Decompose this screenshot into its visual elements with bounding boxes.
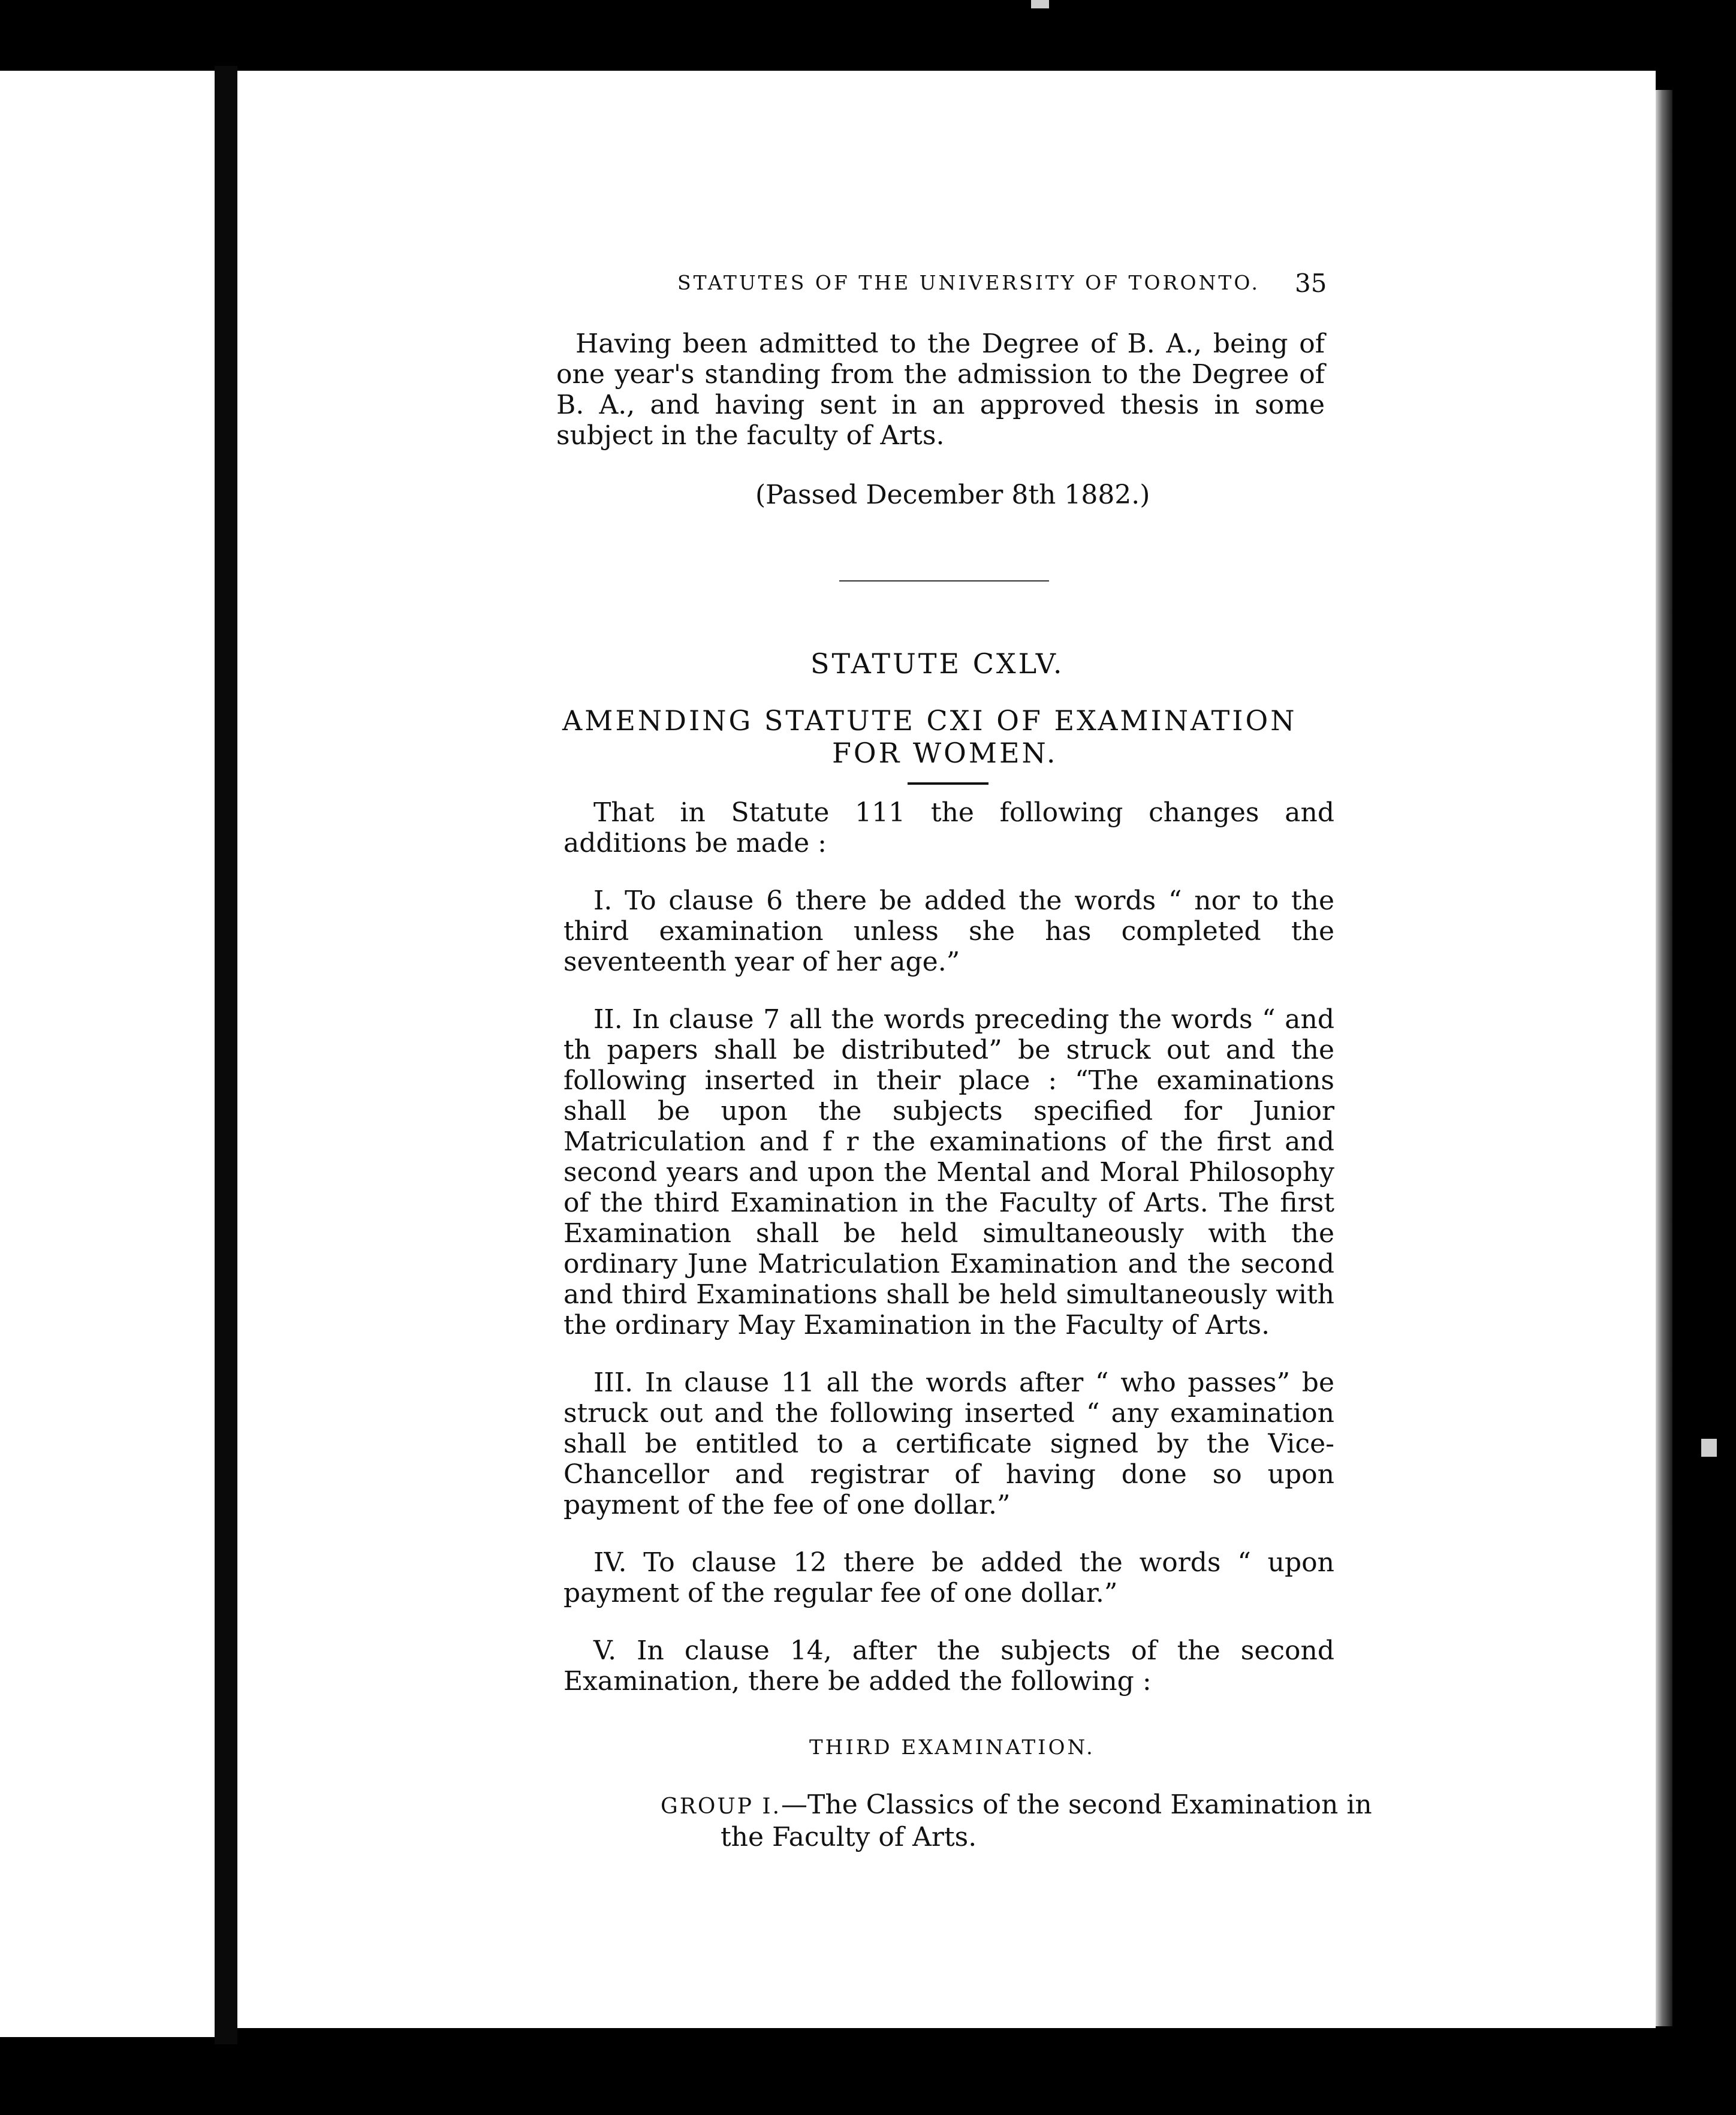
facing-page-edge: [0, 71, 215, 2037]
section-divider: [839, 580, 1049, 582]
third-exam-heading: THIRD EXAMINATION.: [809, 1736, 1095, 1760]
preamble: That in Statute 111 the following changes and additions be made :: [563, 797, 1334, 858]
scan-artifact-top: [1031, 0, 1049, 8]
group-1-label: GROUP I.: [661, 1794, 782, 1819]
title-underline: [908, 782, 988, 785]
book-gutter: [215, 66, 237, 2044]
running-head: STATUTES OF THE UNIVERSITY OF TORONTO.: [677, 271, 1260, 294]
scan-artifact: [1701, 1439, 1717, 1457]
statute-subtitle-line1: AMENDING STATUTE CXI OF EXAMINATION: [562, 704, 1297, 737]
page-edge-shadow: [1656, 90, 1672, 2026]
group-1: [661, 1789, 1410, 1852]
passed-note: (Passed December 8th 1882.): [755, 480, 1150, 510]
statute-title: STATUTE CXLV.: [810, 647, 1065, 680]
intro-paragraph: [556, 329, 1325, 451]
clause-2: II. In clause 7 all the words preceding the words “ and th papers shall be distributed” be struck out and the following inserted in their place : “The examinations shall be upon the subjects specified for Junior Matriculation and f r the examinations of the first and second years and upon the Mental and Moral Philosophy of the third Examination in the Faculty of Arts. The first Examination shall be held simultaneously with the ordinary June Matriculation Examination and the second and third Examinations shall be held simultaneously with the ordinary May Examination in the Faculty of Arts.: [563, 1004, 1334, 1340]
clause-5: V. In clause 14, after the subjects of the second Examination, there be added the following :: [563, 1635, 1334, 1697]
clause-1: I. To clause 6 there be added the words “ nor to the third examination unless she has completed the seventeenth year of her age.”: [563, 885, 1334, 977]
intro-paragraph-text: Having been admitted to the Degree of B. A., being of one year's standing from the admission to the Degree of B. A., and having sent in an approved thesis in some subject in the faculty of Arts.: [556, 329, 1325, 451]
group-1-text: —The Classics of the second Examination in the Faculty of Arts.: [721, 1789, 1372, 1852]
page-number: 35: [1295, 269, 1327, 298]
statute-subtitle-line2: FOR WOMEN.: [832, 737, 1058, 769]
clause-3: III. In clause 11 all the words after “ who passes” be struck out and the following inserted “ any examination shall be entitled to a certificate signed by the Vice-Chancellor and registrar of having done so upon payment of the fee of one dollar.”: [563, 1367, 1334, 1520]
statute-body: [563, 797, 1334, 1697]
clause-4: IV. To clause 12 there be added the words “ upon payment of the regular fee of one dollar.”: [563, 1547, 1334, 1608]
